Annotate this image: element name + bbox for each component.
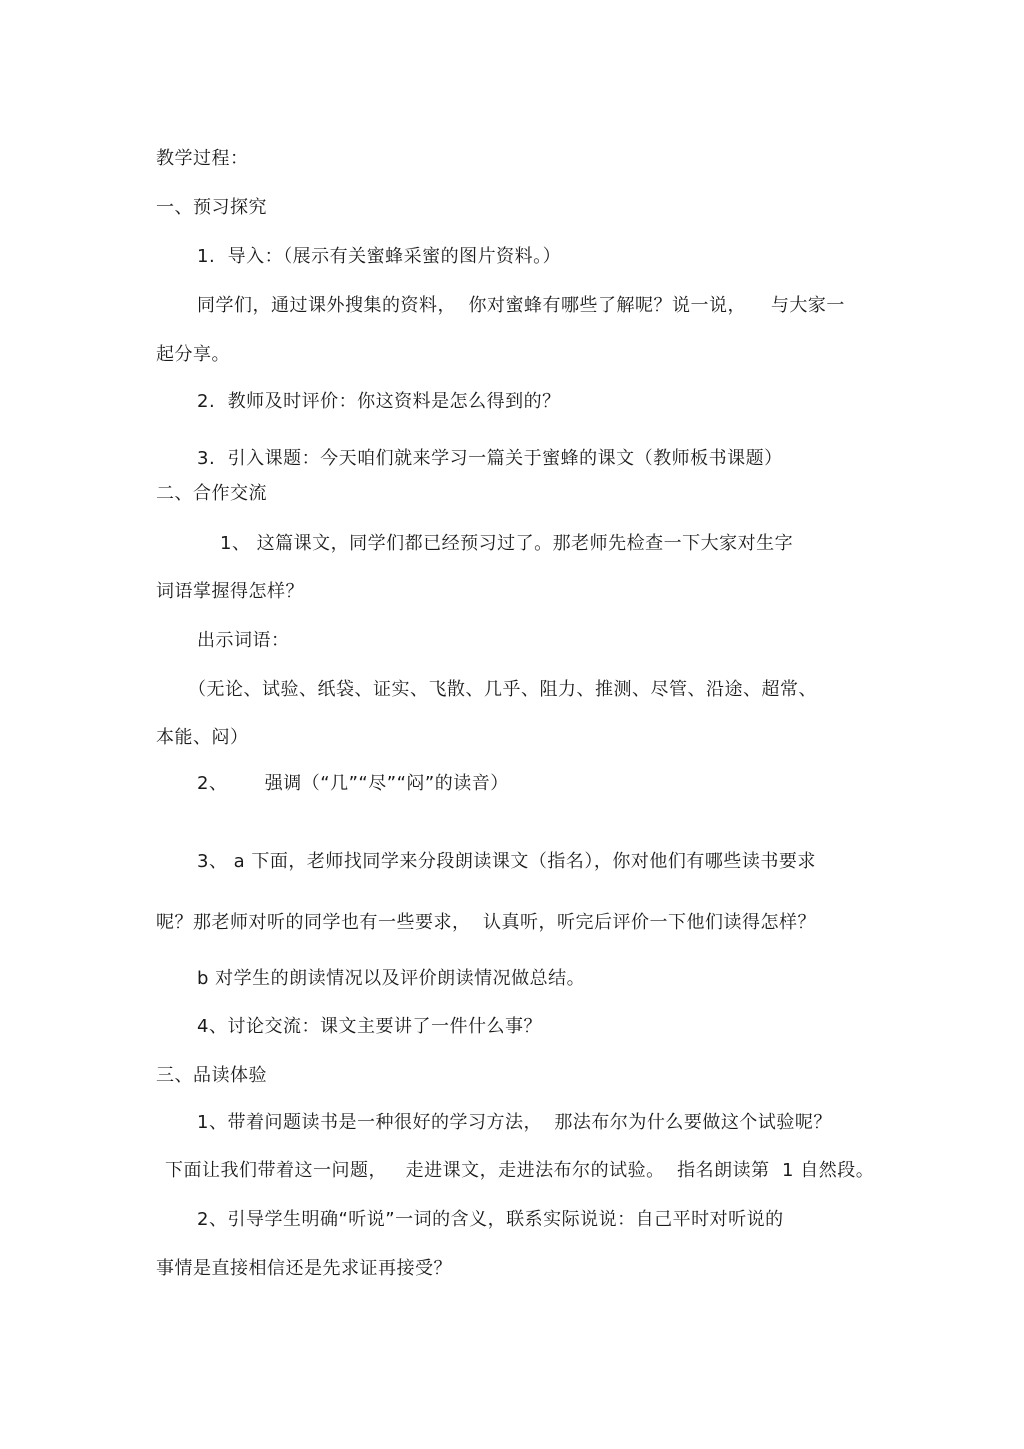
paragraph-line: 1、带着问题读书是一种很好的学习方法， 那法布尔为什么要做这个试验呢？ (197, 1112, 832, 1133)
section-heading-3: 三、品读体验 (156, 1065, 267, 1086)
paragraph-line: 下面让我们带着这一问题， 走进课文，走进法布尔的试验。 指名朗读第 1 自然段。 (165, 1160, 875, 1181)
paragraph-line: 3、 a 下面，老师找同学来分段朗读课文（指名），你对他们有哪些读书要求 (197, 851, 816, 872)
paragraph-line: 1、 这篇课文，同学们都已经预习过了。那老师先检查一下大家对生字 (220, 533, 794, 554)
paragraph-line: 2. 教师及时评价：你这资料是怎么得到的？ (197, 391, 561, 412)
paragraph-line: 起分享。 (156, 344, 230, 365)
paragraph-line: 3. 引入课题：今天咱们就来学习一篇关于蜜蜂的课文（教师板书课题） (197, 448, 783, 469)
paragraph-line: 4、讨论交流：课文主要讲了一件什么事？ (197, 1016, 542, 1037)
word-list-line: 本能、闷） (156, 727, 249, 748)
heading-teaching-process: 教学过程： (156, 148, 249, 169)
paragraph-line: 2、 强调（“几”“尽”“闷”的读音） (197, 773, 509, 794)
paragraph-line: 同学们，通过课外搜集的资料， 你对蜜蜂有哪些了解呢？说一说， 与大家一 (197, 295, 845, 316)
paragraph-line: 1. 导入：（展示有关蜜蜂采蜜的图片资料。） (197, 246, 562, 267)
paragraph-line: 词语掌握得怎样？ (156, 581, 304, 602)
section-heading-2: 二、合作交流 (156, 483, 267, 504)
section-heading-1: 一、预习探究 (156, 197, 267, 218)
paragraph-line: 事情是直接相信还是先求证再接受？ (156, 1258, 452, 1279)
paragraph-line: 2、引导学生明确“听说”一词的含义，联系实际说说：自己平时对听说的 (197, 1209, 784, 1230)
paragraph-line: 呢？那老师对听的同学也有一些要求， 认真听，听完后评价一下他们读得怎样？ (156, 912, 816, 933)
paragraph-line: b 对学生的朗读情况以及评价朗读情况做总结。 (197, 968, 586, 989)
word-list-line: （无论、试验、纸袋、证实、飞散、几乎、阻力、推测、尽管、沿途、超常、 (188, 679, 817, 700)
paragraph-line: 出示词语： (197, 630, 290, 651)
